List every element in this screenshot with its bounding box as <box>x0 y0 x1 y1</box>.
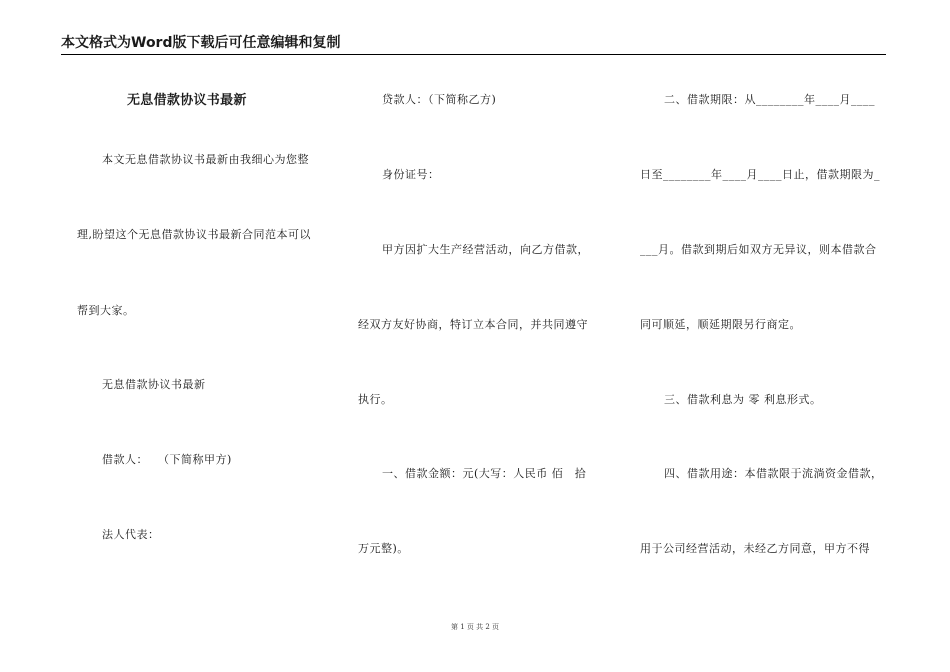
paragraph-line: 无息借款协议书最新 <box>102 378 206 391</box>
column-3 <box>640 0 890 672</box>
paragraph-line: 贷款人：（下简称乙方) <box>382 93 497 106</box>
paragraph-line: 身份证号： <box>382 168 440 181</box>
paragraph-line: 借款人： （下简称甲方) <box>102 453 232 466</box>
paragraph-line: 帮到大家。 <box>77 304 135 317</box>
paragraph-line: ___月。借款到期后如双方无异议，则本借款合 <box>640 243 877 256</box>
header-title: 本文格式为Word版下载后可任意编辑和复制 <box>61 35 341 51</box>
paragraph-line: 同可顺延，顺延期限另行商定。 <box>640 318 801 331</box>
paragraph-line: 一、借款金额：元(大写：人民币 佰 拾 <box>382 467 587 480</box>
paragraph-line: 用于公司经营活动，未经乙方同意，甲方不得 <box>640 542 870 555</box>
paragraph-line: 日至________年____月____日止，借款期限为_ <box>640 168 880 181</box>
paragraph-line: 执行。 <box>358 393 393 406</box>
paragraph-line: 四、借款用途：本借款限于流淌资金借款， <box>664 467 883 480</box>
paragraph-line: 理,盼望这个无息借款协议书最新合同范本可以 <box>77 228 311 241</box>
column-1 <box>75 0 335 672</box>
paragraph-line: 经双方友好协商，特订立本合同，并共同遵守 <box>358 318 588 331</box>
paragraph-line: 三、借款利息为 零 利息形式。 <box>664 393 822 406</box>
paragraph-line: 二、借款期限：从________年____月____ <box>664 93 875 106</box>
paragraph-line: 法人代表： <box>102 528 160 541</box>
paragraph-line: 本文无息借款协议书最新由我细心为您整 <box>102 153 309 166</box>
document-title: 无息借款协议书最新 <box>127 93 247 108</box>
paragraph-line: 甲方因扩大生产经营活动，向乙方借款， <box>382 243 589 256</box>
page-number: 第 1 页 共 2 页 <box>450 623 500 631</box>
paragraph-line: 万元整)。 <box>358 542 409 555</box>
column-2 <box>358 0 618 672</box>
